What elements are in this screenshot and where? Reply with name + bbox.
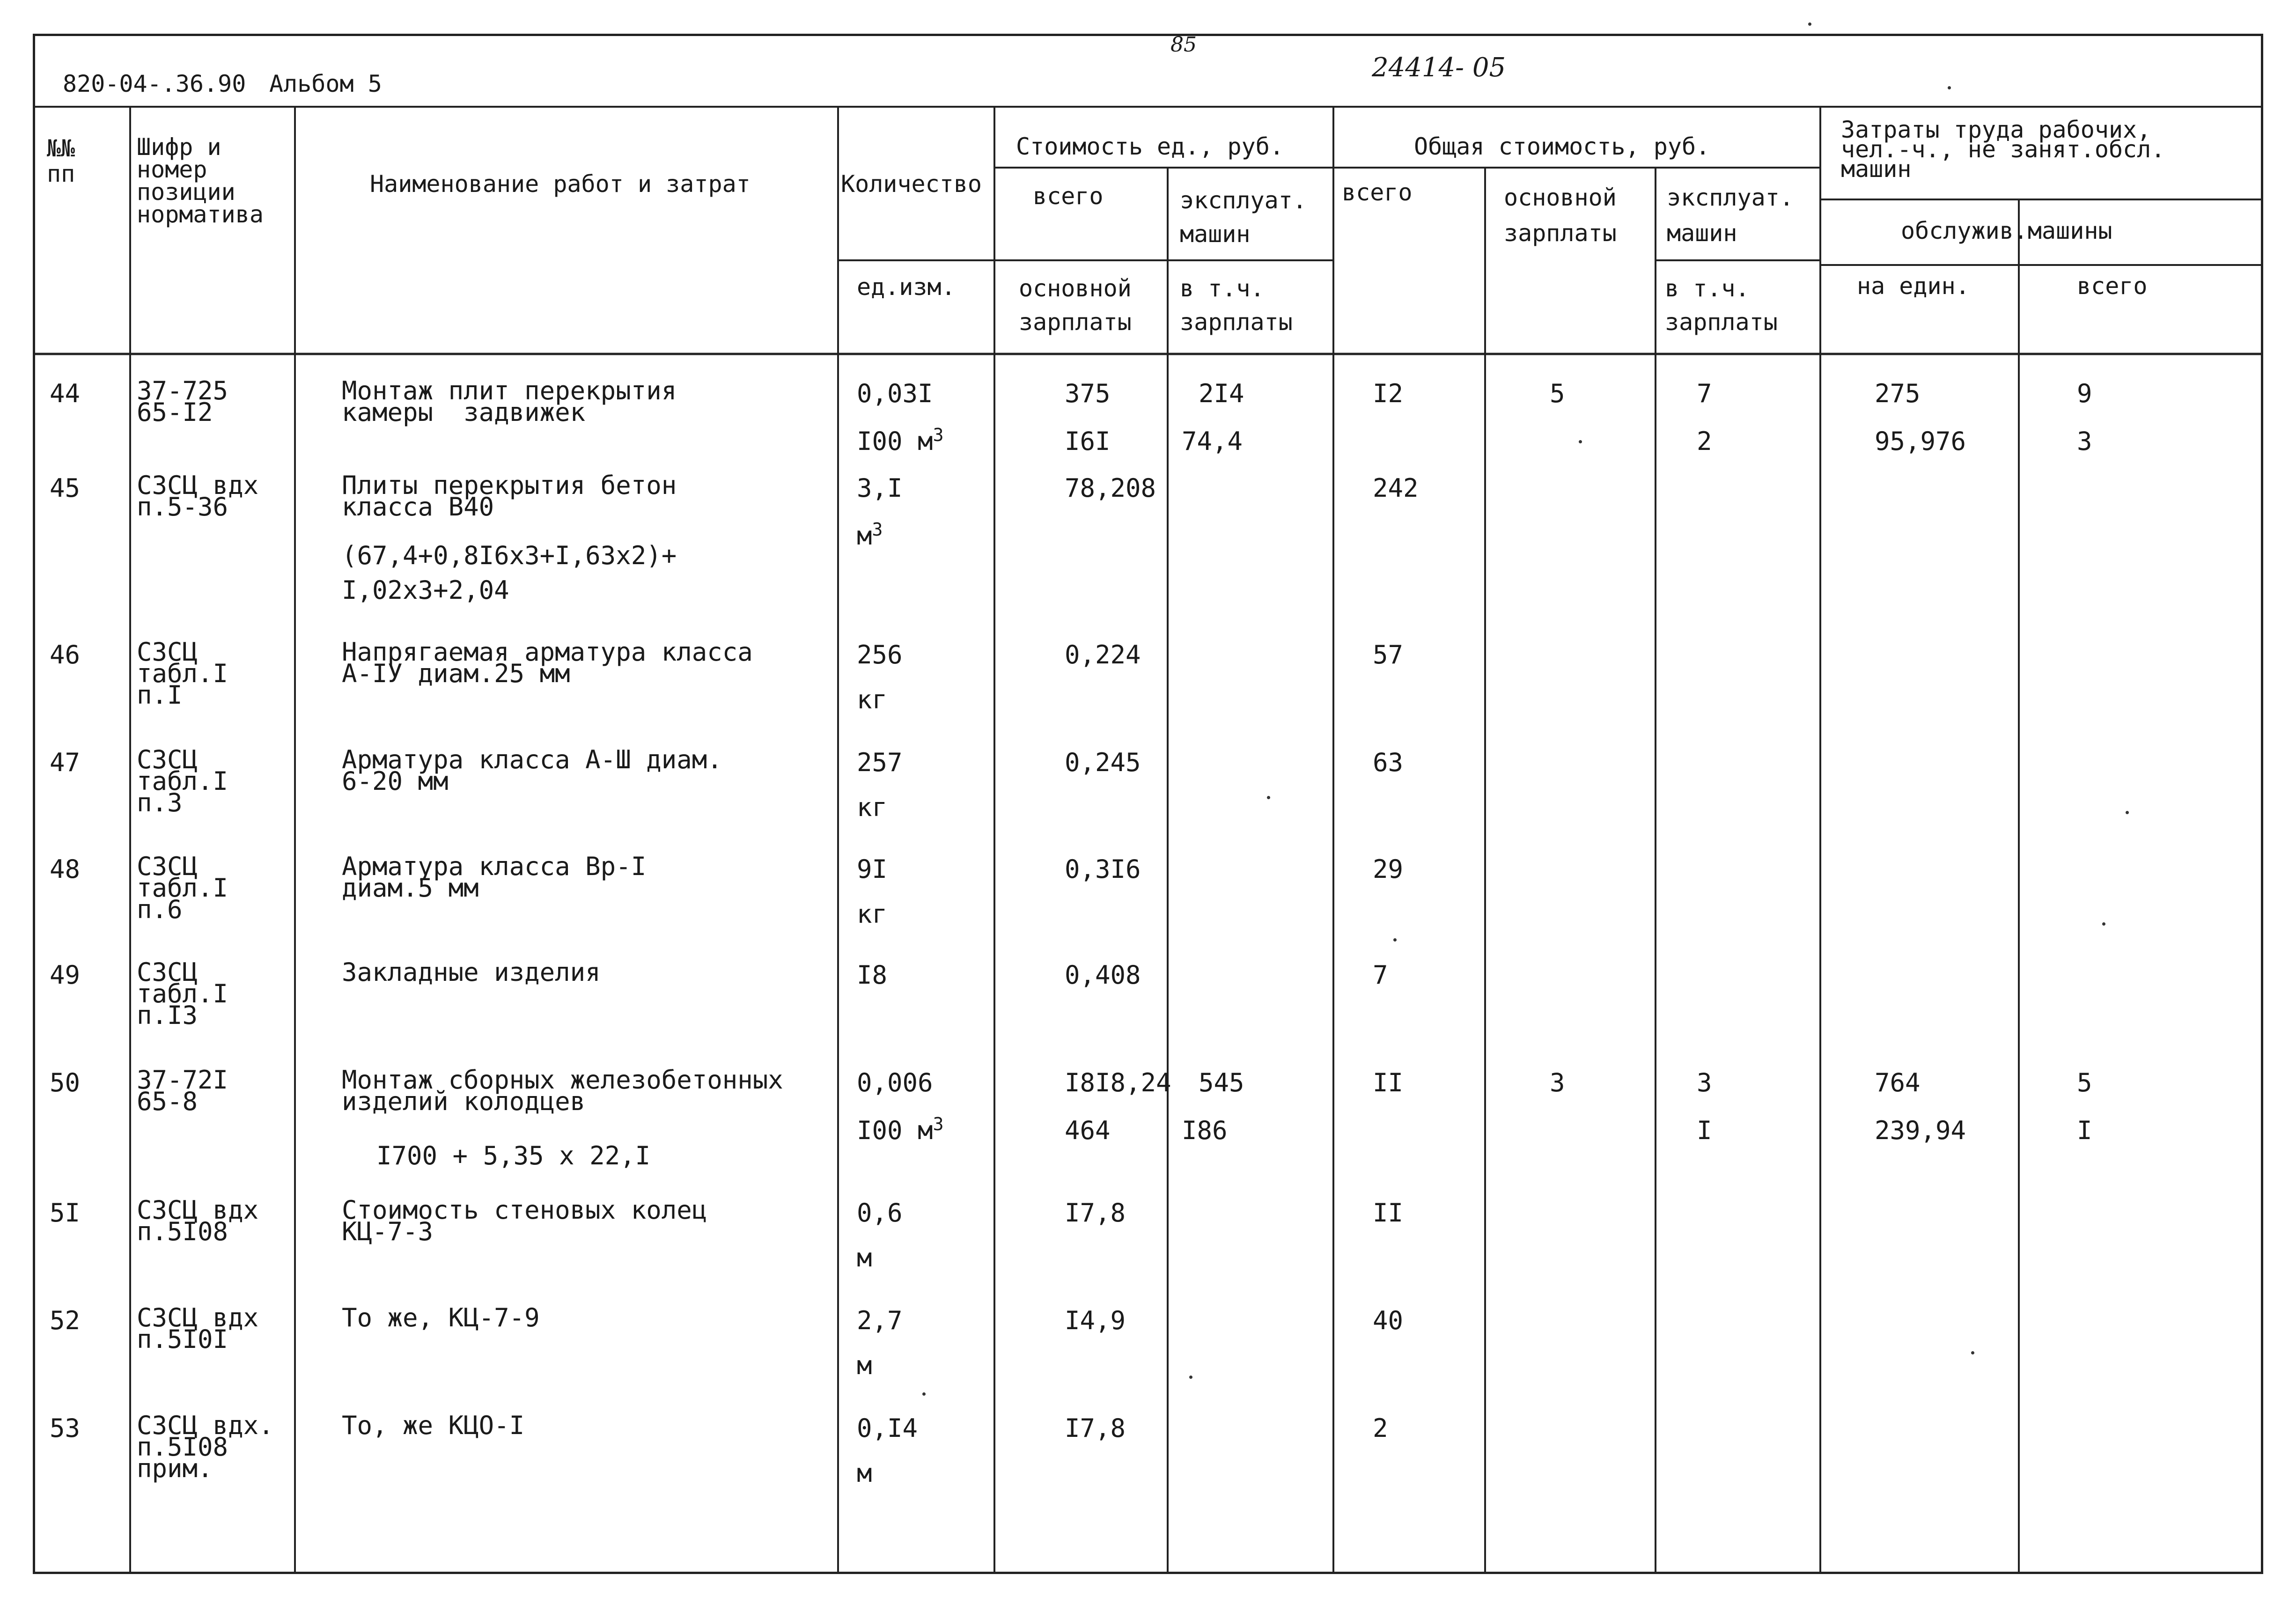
header-unit-cost: Стоимость ед., руб. <box>1016 133 1284 160</box>
scan-speck <box>2102 922 2105 926</box>
row-unit-machines: 2I4 <box>1199 379 1244 408</box>
row-code: СЗСЦ табл.I п.3 <box>137 745 228 817</box>
row-total-wage: 3 <box>1550 1068 1565 1097</box>
row-unit-text: I00 м <box>857 1116 933 1145</box>
row-qty: 0,I4 <box>857 1413 918 1443</box>
row-unit-total: 0,3I6 <box>1065 854 1141 884</box>
header-labor-per-unit: на един. <box>1857 272 1970 300</box>
row-qty: I8 <box>857 960 888 990</box>
row-total-all: I2 <box>1373 379 1404 408</box>
row-total-machines: 7 <box>1697 379 1712 408</box>
page-number: 85 <box>1170 33 1197 57</box>
row-unit-text: м <box>857 1243 872 1273</box>
doc-code: 820-04-.36.90 <box>63 70 246 97</box>
row-num: 49 <box>50 960 81 990</box>
row-unit-text: кг <box>857 685 888 714</box>
row-unit <box>857 1244 872 1272</box>
row-num: 5I <box>50 1198 81 1228</box>
row-name: Напрягаемая арматура класса А-IУ диам.25 мм <box>342 637 753 688</box>
row-name: То же, КЦ-7-9 <box>342 1303 540 1332</box>
row-total-all: 57 <box>1373 640 1404 670</box>
header-num: №№ пп <box>47 135 75 187</box>
row-qty: 256 <box>857 640 903 670</box>
row-unit-wage: 464 <box>1065 1116 1111 1145</box>
row-unit-text: кг <box>857 793 888 822</box>
row-qty: 2,7 <box>857 1306 903 1335</box>
scan-speck <box>2126 811 2129 814</box>
header-total-incl-wage: в т.ч. зарплаты <box>1665 275 1778 336</box>
row-unit-total: 0,408 <box>1065 960 1141 990</box>
row-labor-per-unit: 275 <box>1875 379 1921 408</box>
row-unit-total: 375 <box>1065 379 1111 408</box>
row-unit-superscript: 3 <box>933 1114 944 1134</box>
row-name: Арматура класса Вр-I диам.5 мм <box>342 852 647 903</box>
row-unit <box>857 686 887 714</box>
row-code: 37-72I 65-8 <box>137 1065 228 1116</box>
row-unit <box>857 901 887 928</box>
row-unit-text: м <box>857 521 872 551</box>
scan-speck <box>1267 796 1270 799</box>
row-name: Арматура класса А-Ш диам. 6-20 мм <box>342 745 722 796</box>
row-qty: 0,6 <box>857 1198 903 1228</box>
row-total-incl-wage: 2 <box>1697 427 1712 456</box>
scan-speck <box>1393 938 1397 942</box>
row-total-all: 40 <box>1373 1306 1404 1335</box>
row-labor-per-unit-service: 95,976 <box>1875 427 1966 456</box>
row-total-wage: 5 <box>1550 379 1565 408</box>
row-code: СЗСЦ вдх п.5I08 <box>137 1195 259 1246</box>
row-num: 50 <box>50 1068 81 1097</box>
row-code: СЗСЦ табл.I п.I <box>137 637 228 710</box>
row-num: 47 <box>50 748 81 777</box>
row-total-all: 7 <box>1373 960 1388 990</box>
row-unit-superscript: 3 <box>933 425 944 445</box>
handwritten-code: 24414- 05 <box>1372 52 1506 83</box>
row-unit-total: 0,224 <box>1065 640 1141 670</box>
row-unit-text: м <box>857 1351 872 1380</box>
row-name: Закладные изделия <box>342 957 601 987</box>
row-qty: 9I <box>857 854 888 884</box>
row-unit-total: 78,208 <box>1065 473 1156 503</box>
header-qty: Количество <box>841 170 982 198</box>
row-code: 37-725 65-I2 <box>137 376 228 427</box>
row-unit-text: I00 м <box>857 427 933 456</box>
row-num: 46 <box>50 640 81 670</box>
header-unit-machines: эксплуат. машин <box>1180 187 1307 248</box>
scan-speck <box>1808 22 1811 26</box>
row-unit-total: I8I8,24 <box>1065 1068 1171 1097</box>
row-unit-superscript: 3 <box>872 519 883 540</box>
row-unit-total: I7,8 <box>1065 1198 1126 1228</box>
header-name: Наименование работ и затрат <box>370 170 751 198</box>
row-unit-incl-wage: I86 <box>1182 1116 1228 1145</box>
header-unit-wage: основной зарплаты <box>1019 275 1132 336</box>
row-unit-total: I7,8 <box>1065 1413 1126 1443</box>
row-unit-incl-wage: 74,4 <box>1182 427 1243 456</box>
header-total-machines: эксплуат. машин <box>1667 184 1794 247</box>
row-unit <box>857 1352 872 1379</box>
row-unit <box>857 519 883 551</box>
row-code: СЗСЦ табл.I п.6 <box>137 852 228 924</box>
row-qty: 0,006 <box>857 1068 933 1097</box>
row-labor-total: 9 <box>2077 379 2092 408</box>
row-name: То, же КЦО-I <box>342 1411 525 1440</box>
header-unit-incl-wage: в т.ч. зарплаты <box>1180 275 1293 336</box>
row-code: СЗСЦ вдх п.5I0I <box>137 1303 259 1354</box>
scan-speck <box>1948 86 1951 89</box>
row-name: Монтаж сборных железобетонных изделий колодцев <box>342 1065 783 1116</box>
row-num: 53 <box>50 1413 81 1443</box>
row-total-all: 2 <box>1373 1413 1388 1443</box>
row-unit <box>857 794 887 821</box>
row-unit-text: кг <box>857 899 888 929</box>
header-code: Шифр и номер позиции норматива <box>137 133 264 228</box>
header-labor: Затраты труда рабочих, чел.-ч., не занят.обсл. машин <box>1841 116 2165 183</box>
row-total-all: II <box>1373 1068 1404 1097</box>
row-total-machines: 3 <box>1697 1068 1712 1097</box>
row-total-all: 29 <box>1373 854 1404 884</box>
header-labor-service: обслужив.машины <box>1901 217 2112 244</box>
row-labor-total-service: I <box>2077 1116 2092 1145</box>
scan-speck <box>1971 1351 1974 1354</box>
row-num: 44 <box>50 379 81 408</box>
row-total-all: 63 <box>1373 748 1404 777</box>
row-unit-total: 0,245 <box>1065 748 1141 777</box>
row-qty: 257 <box>857 748 903 777</box>
row-labor-per-unit: 764 <box>1875 1068 1921 1097</box>
row-code: СЗСЦ вдх п.5-36 <box>137 471 259 522</box>
row-total-all: 242 <box>1373 473 1419 503</box>
header-unit-total: всего <box>1033 183 1104 210</box>
row-name: Монтаж плит перекрытия камеры задвижек <box>342 376 677 427</box>
row-total-all: II <box>1373 1198 1404 1228</box>
scan-speck <box>1189 1376 1192 1379</box>
scan-speck <box>1579 440 1582 443</box>
header-unit: ед.изм. <box>857 273 956 301</box>
row-unit-wage: I6I <box>1065 427 1111 456</box>
row-code: СЗСЦ вдх. п.5I08 прим. <box>137 1411 274 1483</box>
row-unit-text: м <box>857 1458 872 1488</box>
album-label: Альбом 5 <box>269 70 382 97</box>
row-qty: 3,I <box>857 473 903 503</box>
row-unit <box>857 425 944 456</box>
header-total-wage: основной зарплаты <box>1504 184 1617 247</box>
row-unit <box>857 1460 872 1487</box>
row-labor-total: 5 <box>2077 1068 2092 1097</box>
row-qty: 0,03I <box>857 379 933 408</box>
row-name-extra: I700 + 5,35 х 22,I <box>376 1141 651 1170</box>
row-total-incl-wage: I <box>1697 1116 1712 1145</box>
header-total-all: всего <box>1342 179 1413 206</box>
row-unit <box>857 1114 944 1145</box>
row-num: 52 <box>50 1306 81 1335</box>
row-labor-per-unit-service: 239,94 <box>1875 1116 1966 1145</box>
row-num: 48 <box>50 854 81 884</box>
row-num: 45 <box>50 473 81 503</box>
row-code: СЗСЦ табл.I п.I3 <box>137 957 228 1030</box>
row-unit-total: I4,9 <box>1065 1306 1126 1335</box>
row-unit-machines: 545 <box>1199 1068 1244 1097</box>
row-name-extra: (67,4+0,8I6х3+I,63х2)+ I,02х3+2,04 <box>342 541 677 605</box>
row-labor-total-service: 3 <box>2077 427 2092 456</box>
header-labor-total: всего <box>2077 272 2148 300</box>
row-name: Плиты перекрытия бетон класса В40 <box>342 471 677 522</box>
header-total-cost: Общая стоимость, руб. <box>1414 133 1710 160</box>
scan-speck <box>922 1392 926 1396</box>
row-name: Стоимость стеновых колец КЦ-7-3 <box>342 1195 707 1246</box>
